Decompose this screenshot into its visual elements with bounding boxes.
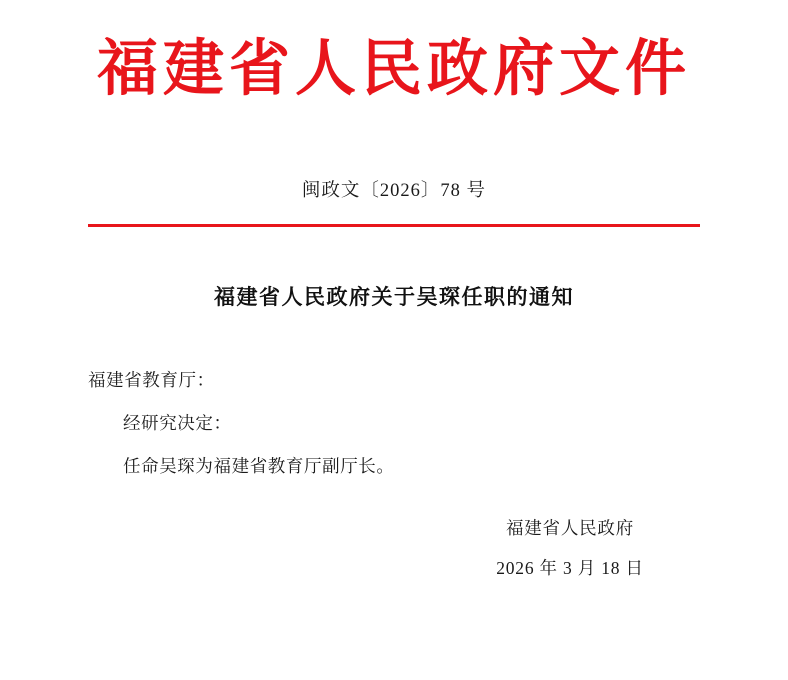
signature-issuer: 福建省人民政府 — [505, 517, 635, 538]
document-signature-block — [440, 508, 700, 589]
document-body — [88, 363, 700, 483]
document-subject-title: 福建省人民政府关于吴琛任职的通知 — [214, 285, 574, 310]
document-number: 闽政文〔2026〕78 号 — [301, 181, 487, 202]
body-paragraph-decision: 经研究决定： — [123, 413, 232, 434]
signature-date: 2026 年 3 月 18 日 — [496, 557, 644, 578]
red-divider-rule — [88, 224, 700, 227]
body-paragraph-appointment: 任命吴琛为福建省教育厅副厅长。 — [123, 456, 395, 477]
document-header-title: 福建省人民政府文件 — [96, 33, 691, 104]
body-paragraph-recipient: 福建省教育厅： — [88, 370, 215, 391]
